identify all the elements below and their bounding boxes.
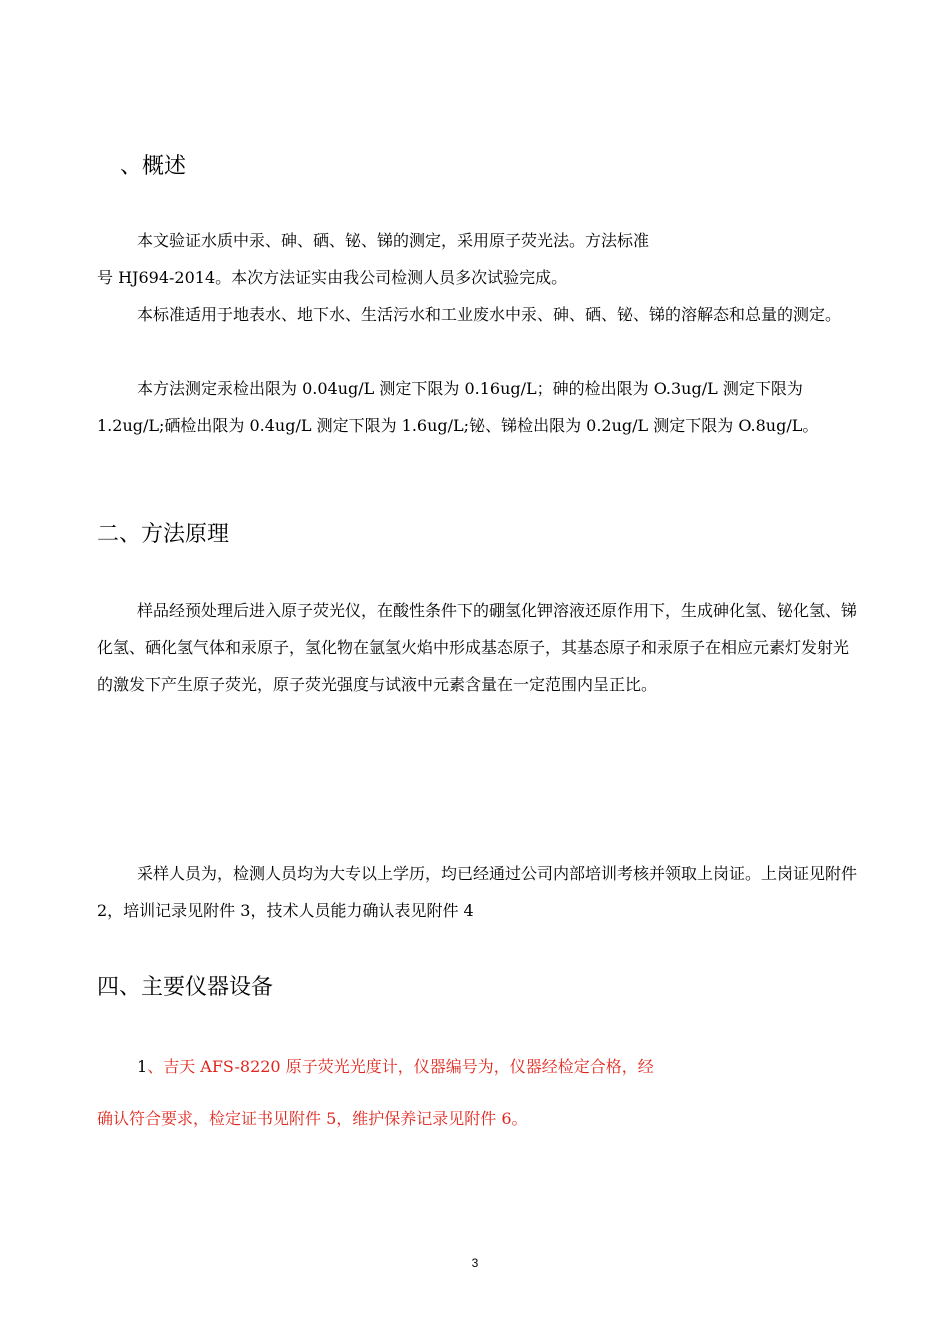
instrument-line-2: 确认符合要求，检定证书见附件 5，维护保养记录见附件 6。 bbox=[97, 1109, 528, 1128]
paragraph-line: 本文验证水质中汞、砷、硒、铋、锑的测定，采用原子荧光法。方法标准 bbox=[137, 231, 650, 250]
section-1-heading: 、概述 bbox=[120, 154, 187, 179]
section-1-paragraph-3: 本方法测定汞检出限为 0.04ug/L 测定下限为 0.16ug/L；砷的检出限为 O.3ug/L 测定下限为 1.2ug/L;硒检出限为 0.4ug/L 测定下限为 1.6ug/L;铋、锑检出限为 0.2ug/L 测定下限为 O.8ug/L。 bbox=[97, 379, 819, 435]
section-3-paragraph: 采样人员为，检测人员均为大专以上学历，均已经通过公司内部培训考核并领取上岗证。上岗证见附件 2，培训记录见附件 3，技术人员能力确认表见附件 4 bbox=[97, 864, 858, 920]
item-number: 1 bbox=[137, 1057, 148, 1076]
item-text: 、吉天 AFS-8220 原子荧光光度计，仪器编号为，仪器经检定合格，经 bbox=[147, 1057, 654, 1076]
section-1-paragraph-1 bbox=[97, 222, 857, 296]
section-1-paragraph-2: 本标准适用于地表水、地下水、生活污水和工业废水中汞、砷、硒、铋、锑的溶解态和总量的测定。 bbox=[137, 305, 842, 324]
instrument-item-1 bbox=[97, 1048, 857, 1085]
paragraph-line: 号 HJ694-2014。本次方法证实由我公司检测人员多次试验完成。 bbox=[97, 268, 568, 287]
section-2-paragraph: 样品经预处理后进入原子荧光仪，在酸性条件下的硼氢化钾溶液还原作用下，生成砷化氢、铋化氢、锑化氢、硒化氢气体和汞原子，氢化物在氩氢火焰中形成基态原子，其基态原子和汞原子在相应元素灯发射光的激发下产生原子荧光，原子荧光强度与试液中元素含量在一定范围内呈正比。 bbox=[97, 601, 858, 694]
page-number: 3 bbox=[471, 1256, 479, 1270]
section-2-heading: 二、方法原理 bbox=[97, 522, 230, 547]
section-4-heading: 四、主要仪器设备 bbox=[97, 975, 274, 1000]
instrument-line bbox=[97, 1048, 857, 1085]
